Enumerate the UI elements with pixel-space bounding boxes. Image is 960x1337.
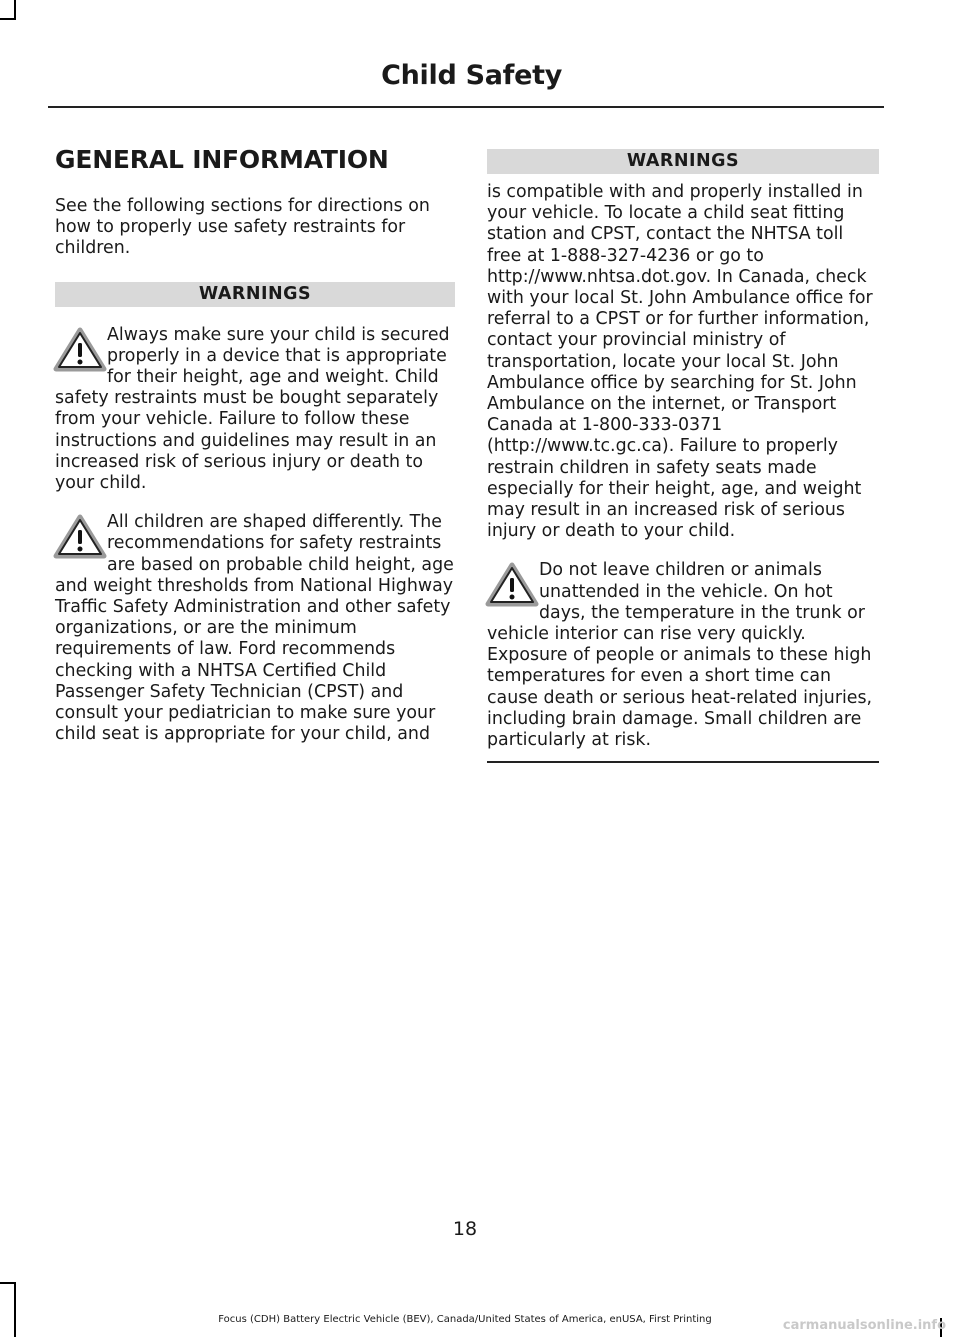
page-number: 18 bbox=[452, 1218, 478, 1240]
crop-mark-bottom-left-h bbox=[0, 1282, 16, 1284]
warning-triangle-icon bbox=[53, 327, 107, 372]
section-end-rule bbox=[487, 761, 879, 763]
warning-continuation: is compatible with and properly installed in your vehicle. To locate a child seat fitting station and CPST, contact the NHTSA toll free at 1-888-327-4236 or go to http://www.nhtsa.dot.gov. In Canada, check with your local St. John Ambulance office for referral to a CPST or for further information, contact your provincial ministry of transportation, locate your local St. John Ambulance office by searching for St. John Ambulance on the internet, or Transport Canada at 1-800-333-0371 (http://www.tc.gc.ca). Failure to properly restrain children in safety seats made especially for their height, age, and weight may result in an increased risk of serious injury or death to your child. bbox=[487, 182, 873, 542]
section-heading: GENERAL INFORMATION bbox=[55, 145, 389, 174]
warning-triangle-icon bbox=[53, 514, 107, 559]
footer-text: Focus (CDH) Battery Electric Vehicle (BEV), Canada/United States of America, enUSA, First Printing bbox=[218, 1314, 712, 1325]
warning-text: All children are shaped differently. The recommendations for safety restraints are based on probable child height, age and weight thresholds from National Highway Traffic Safety Administration and other safety organizations, or are the minimum requirements of law. Ford recommends checking with a NHTSA Certified Child Passenger Safety Technician (CPST) and consult your pediatrician to make sure your child seat is appropriate for your child, and bbox=[55, 512, 454, 745]
warning-item bbox=[487, 560, 879, 751]
crop-mark-bottom-left bbox=[14, 1282, 16, 1337]
watermark: carmanualsonline.info bbox=[782, 1318, 946, 1333]
warning-text: Always make sure your child is secured properly in a device that is appropriate for their height, age and weight. Child safety restraints must be bought separately from your vehicle. Failure to follow these instructions and guidelines may result in an increased risk of serious injury or death to your child. bbox=[55, 324, 450, 494]
intro-paragraph: See the following sections for directions on how to properly use safety restraints for children. bbox=[55, 196, 430, 259]
right-column bbox=[487, 145, 879, 763]
header-rule bbox=[48, 106, 884, 108]
crop-mark-top-left bbox=[14, 0, 16, 20]
warnings-band: WARNINGS bbox=[487, 149, 879, 174]
crop-mark-top-left-h bbox=[0, 18, 16, 20]
warning-text: Do not leave children or animals unattended in the vehicle. On hot days, the temperature in the trunk or vehicle interior can rise very quickly. Exposure of people or animals to these high temperatures for even a short time can cause death or serious heat-related injuries, including brain damage. Small children are particularly at risk. bbox=[487, 560, 873, 751]
warning-item bbox=[55, 325, 455, 495]
warnings-band: WARNINGS bbox=[55, 282, 455, 307]
warning-item bbox=[55, 512, 455, 745]
warning-triangle-icon bbox=[485, 562, 539, 607]
left-column bbox=[55, 145, 455, 745]
page-title: Child Safety bbox=[381, 60, 562, 91]
